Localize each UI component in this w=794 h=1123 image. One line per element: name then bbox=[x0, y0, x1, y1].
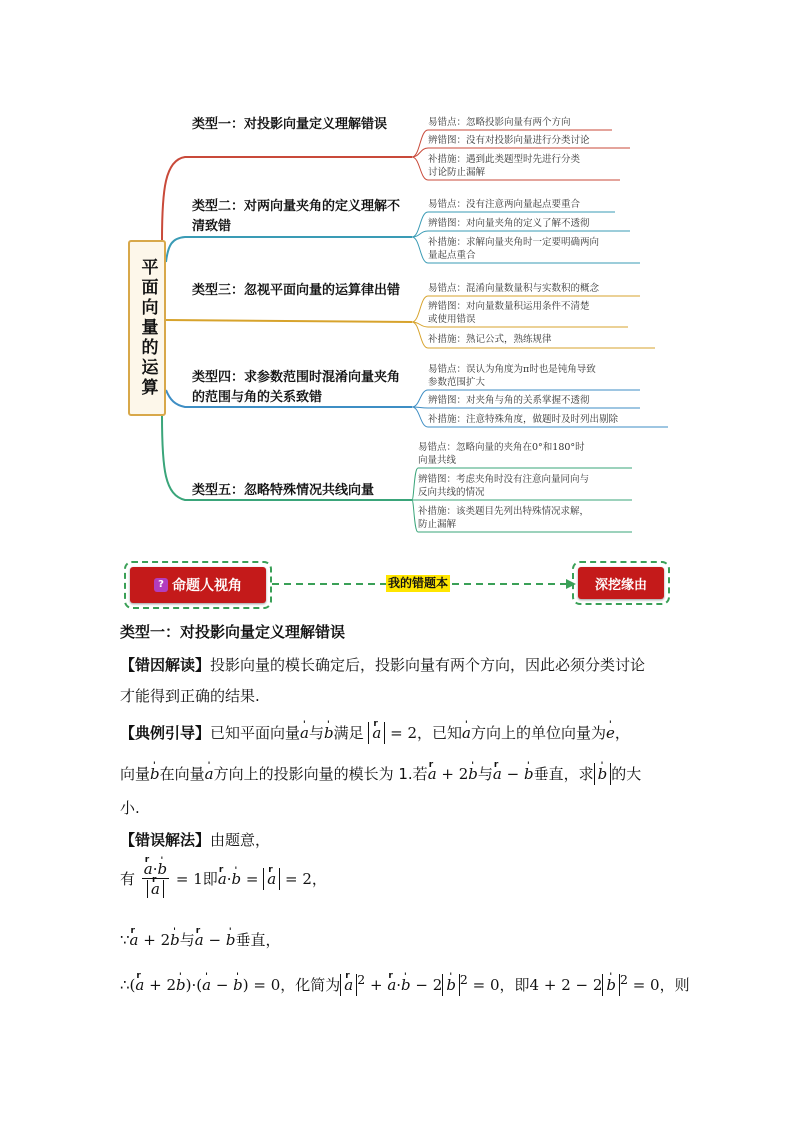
fraction-ab-over-a: r a·' b r a bbox=[142, 860, 169, 899]
formula-numeric: 4 + 2 − 2' b $^2$ = 0 bbox=[530, 976, 660, 994]
formula-norm-a: r a = 2 bbox=[368, 724, 417, 742]
tag-wrong-solution: 【错误解法】 bbox=[120, 831, 211, 849]
branch-2-label: 类型二：对两向量夹角的定义理解不清致错 bbox=[192, 199, 401, 234]
connector-3 bbox=[166, 320, 412, 322]
paragraph-wrong-solution: 【错误解法】由题意， bbox=[120, 831, 271, 849]
branch-2-leaf-1: 易错点：没有注意两向量起点要重合 bbox=[428, 199, 581, 210]
formula-a-plus-2b: r a + 2' b bbox=[428, 765, 478, 783]
paragraph-example-cont: 小. bbox=[120, 799, 140, 817]
branch-5-leaf-1: 易错点：忽略向量的夹角在0°和180°时 向量共线 bbox=[418, 442, 585, 466]
tag-error-reason: 【错因解读】 bbox=[120, 656, 211, 674]
equation-line-2: ∵r a + 2' b与r a − ' b垂直， bbox=[120, 930, 680, 950]
branch-2-leaf-2: 辨错图：对向量夹角的定义了解不透彻 bbox=[428, 218, 590, 229]
paragraph-example: 【典例引导】已知平面向量' a与' b满足 r a = 2，已知' a方向上的单位向量为' e， bbox=[120, 722, 680, 744]
branch-5-label: 类型五：忽略特殊情况共线向量 bbox=[192, 483, 375, 498]
paragraph-error-reason-cont: 才能得到正确的结果. bbox=[120, 687, 260, 705]
formula-simplified: r a $^2$ + r a·' b − 2' b $^2$ = 0 bbox=[340, 976, 499, 994]
branch-3-leaf-1: 易错点：混淆向量数量积与实数积的概念 bbox=[428, 283, 600, 294]
formula-product-zero: (r a + 2' b)·(' a − ' b) = 0 bbox=[130, 976, 281, 994]
branch-1-leaf-2: 辨错图：没有对投影向量进行分类讨论 bbox=[428, 135, 590, 146]
branch-4-leaf-3: 补措施：注意特殊角度，做题时及时列出剔除 bbox=[428, 414, 619, 425]
mind-map-root bbox=[128, 240, 166, 416]
formula-a-minus-b: r a − ' b bbox=[493, 765, 534, 783]
vector-a: ' a bbox=[300, 723, 309, 743]
mind-map-root-label: 平面向量的运算 bbox=[137, 258, 158, 398]
question-icon: ? bbox=[154, 578, 168, 592]
banner-left-button bbox=[130, 567, 266, 603]
paragraph-example-2: 向量' b在向量' a方向上的投影向量的模长为 1.若r a + 2' b与r a − ' b垂直，求' b 的大 bbox=[120, 763, 680, 785]
connector-2 bbox=[166, 237, 412, 262]
formula-ab-eq-norm-a: r a·' b = r a = 2 bbox=[218, 870, 312, 888]
branch-5-leaf-2: 辨错图：考虑夹角时没有注意向量同向与 反向共线的情况 bbox=[418, 474, 590, 498]
banner-middle-label: 我的错题本 bbox=[388, 576, 449, 590]
section-heading: 类型一：对投影向量定义理解错误 bbox=[120, 623, 346, 641]
banner-right-label: 深挖缘由 bbox=[594, 577, 647, 593]
branch-1-leaf-1: 易错点：忽略投影向量有两个方向 bbox=[428, 117, 571, 128]
vector-b: ' b bbox=[324, 723, 334, 743]
equation-line-3: ∴(r a + 2' b)·(' a − ' b) = 0，化简为r a $^2$ + r a·' b − 2' b $^2$ = 0，即4 + 2 − 2' b $^2$ = 0，则 bbox=[120, 970, 690, 996]
branch-5-leaf-3: 补措施：该类题目先列出特殊情况求解， 防止漏解 bbox=[418, 506, 590, 530]
branch-3-leaf-2: 辨错图：对向量数量积运用条件不清楚 或使用错误 bbox=[428, 301, 590, 325]
branch-1-label: 类型一：对投影向量定义理解错误 bbox=[192, 117, 388, 132]
paragraph-error-reason bbox=[120, 655, 680, 675]
equation-line-1: 有 r a·' b r a = 1即r a·' b = r a = 2， bbox=[120, 860, 680, 899]
banner-right-button bbox=[578, 567, 664, 599]
mind-map-connectors bbox=[0, 0, 794, 545]
branch-4-leaf-1: 易错点：误认为角度为π时也是钝角导致 参数范围扩大 bbox=[428, 364, 596, 388]
mind-map bbox=[0, 0, 794, 545]
branch-3-leaf-3: 补措施：熟记公式，熟练规律 bbox=[428, 334, 552, 345]
unit-vector-e: ' e bbox=[606, 723, 615, 743]
tag-example: 【典例引导】 bbox=[120, 724, 211, 742]
branch-2-leaf-3: 补措施：求解向量夹角时一定要明确两向 量起点重合 bbox=[428, 237, 600, 261]
branch-1-leaf-3: 补措施：遇到此类题型时先进行分类 讨论防止漏解 bbox=[428, 154, 581, 178]
branch-3-label: 类型三：忽视平面向量的运算律出错 bbox=[192, 283, 401, 298]
banner-left-label: 命题人视角 bbox=[172, 578, 242, 594]
formula-norm-b: ' b bbox=[594, 765, 612, 783]
branch-4-label: 类型四：求参数范围时混淆向量夹角的范围与角的关系致错 bbox=[192, 370, 401, 405]
error-reason-text: 投影向量的模长确定后，投影向量有两个方向，因此必须分类讨论 bbox=[210, 656, 646, 674]
branch-4-leaf-2: 辨错图：对夹角与角的关系掌握不透彻 bbox=[428, 395, 590, 406]
